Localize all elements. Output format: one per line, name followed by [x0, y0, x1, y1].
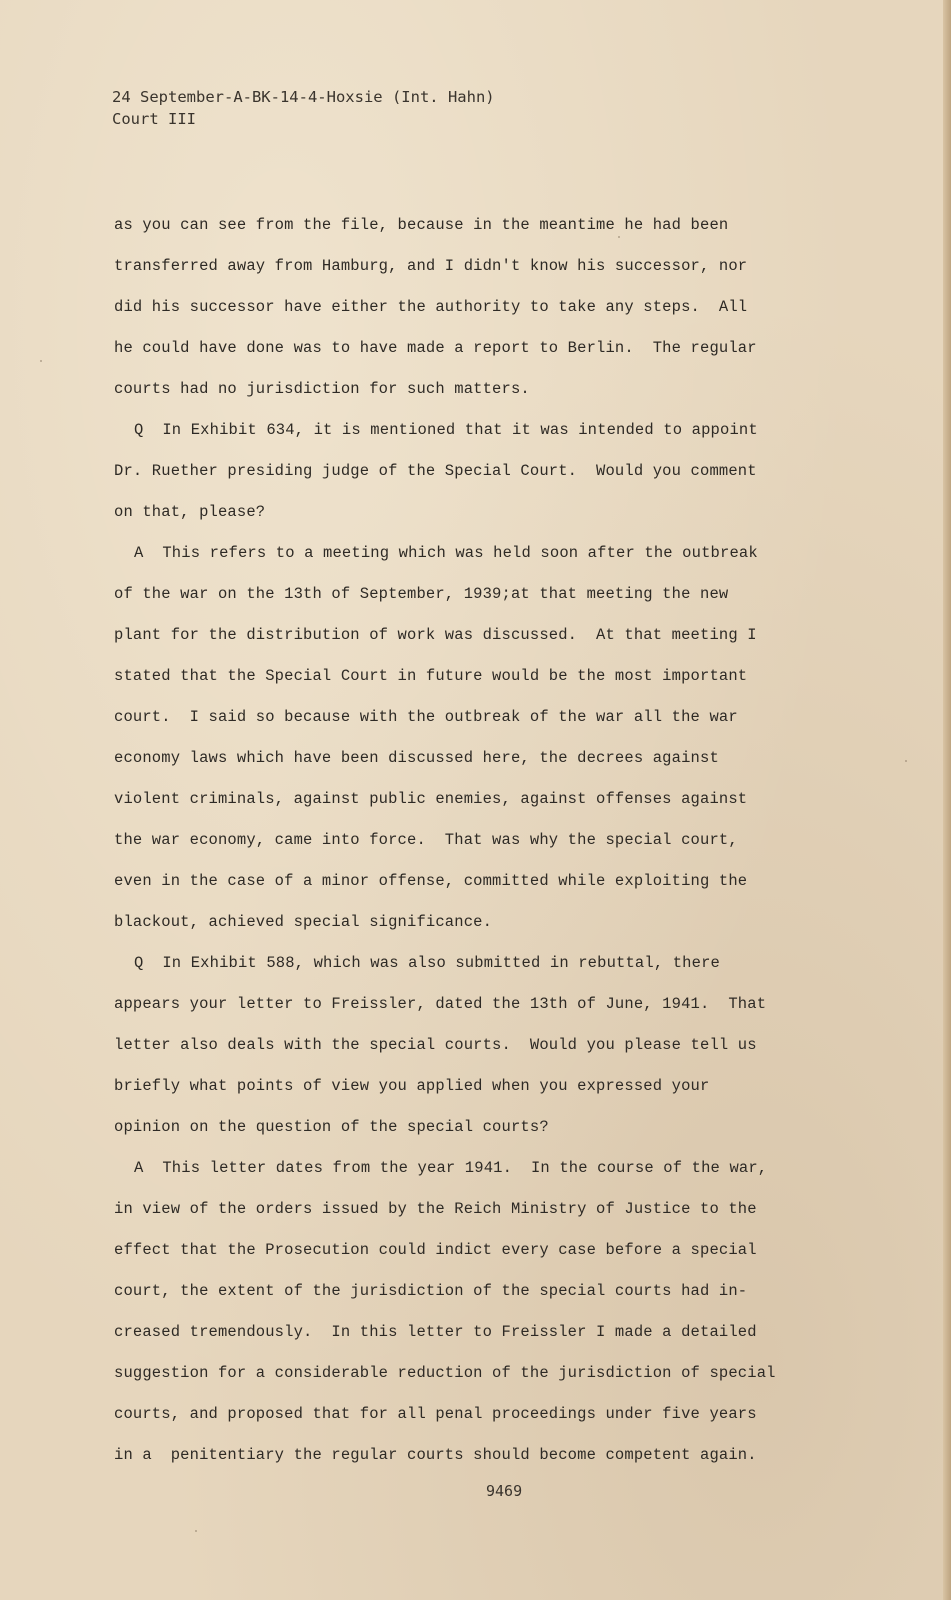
transcript-line: violent criminals, against public enemies, against offenses against [114, 790, 748, 808]
transcript-line: creased tremendously. In this letter to Freissler I made a detailed [114, 1323, 757, 1341]
transcript-line: as you can see from the file, because in the meantime he had been [114, 216, 729, 234]
transcript-body [114, 205, 834, 1476]
transcript-line: stated that the Special Court in future would be the most important [114, 667, 748, 685]
transcript-line: court, the extent of the jurisdiction of the special courts had in- [114, 1282, 748, 1300]
transcript-line: briefly what points of view you applied when you expressed your [114, 1077, 710, 1095]
transcript-line: Dr. Ruether presiding judge of the Special Court. Would you comment [114, 462, 757, 480]
transcript-line: effect that the Prosecution could indict every case before a special [114, 1241, 757, 1259]
paper-speck [195, 1530, 197, 1532]
transcript-line: even in the case of a minor offense, committed while exploiting the [114, 872, 748, 890]
transcript-line: plant for the distribution of work was discussed. At that meeting I [114, 626, 757, 644]
transcript-line: blackout, achieved special significance. [114, 913, 493, 931]
transcript-line: courts had no jurisdiction for such matters. [114, 380, 530, 398]
transcript-line: appears your letter to Freissler, dated the 13th of June, 1941. That [114, 995, 767, 1013]
transcript-line: on that, please? [114, 503, 266, 521]
answer-line: A This refers to a meeting which was held soon after the outbreak [134, 544, 758, 562]
page-edge [943, 0, 951, 1600]
paper-speck [905, 760, 907, 762]
transcript-line: transferred away from Hamburg, and I didn't know his successor, nor [114, 257, 748, 275]
question-line: Q In Exhibit 634, it is mentioned that it was intended to appoint [134, 421, 758, 439]
transcript-line: suggestion for a considerable reduction of the jurisdiction of special [114, 1364, 776, 1382]
document-header [112, 86, 495, 130]
answer-line: A This letter dates from the year 1941. In the course of the war, [134, 1159, 768, 1177]
page-number: 9469 [486, 1482, 523, 1500]
transcript-line: court. I said so because with the outbreak of the war all the war [114, 708, 738, 726]
transcript-line: economy laws which have been discussed here, the decrees against [114, 749, 719, 767]
transcript-line: opinion on the question of the special courts? [114, 1118, 549, 1136]
question-line: Q In Exhibit 588, which was also submitted in rebuttal, there [134, 954, 720, 972]
transcript-line: letter also deals with the special courts. Would you please tell us [114, 1036, 757, 1054]
transcript-line: courts, and proposed that for all penal proceedings under five years [114, 1405, 757, 1423]
header-court-line: Court III [112, 110, 196, 128]
transcript-line: in view of the orders issued by the Reich Ministry of Justice to the [114, 1200, 757, 1218]
paper-speck [40, 360, 42, 362]
paper-speck [618, 236, 620, 238]
transcript-line: the war economy, came into force. That was why the special court, [114, 831, 738, 849]
transcript-line: in a penitentiary the regular courts should become competent again. [114, 1446, 757, 1464]
transcript-line: did his successor have either the authority to take any steps. All [114, 298, 748, 316]
transcript-line: he could have done was to have made a report to Berlin. The regular [114, 339, 757, 357]
header-session-line: 24 September-A-BK-14-4-Hoxsie (Int. Hahn) [112, 88, 495, 106]
transcript-line: of the war on the 13th of September, 1939;at that meeting the new [114, 585, 729, 603]
